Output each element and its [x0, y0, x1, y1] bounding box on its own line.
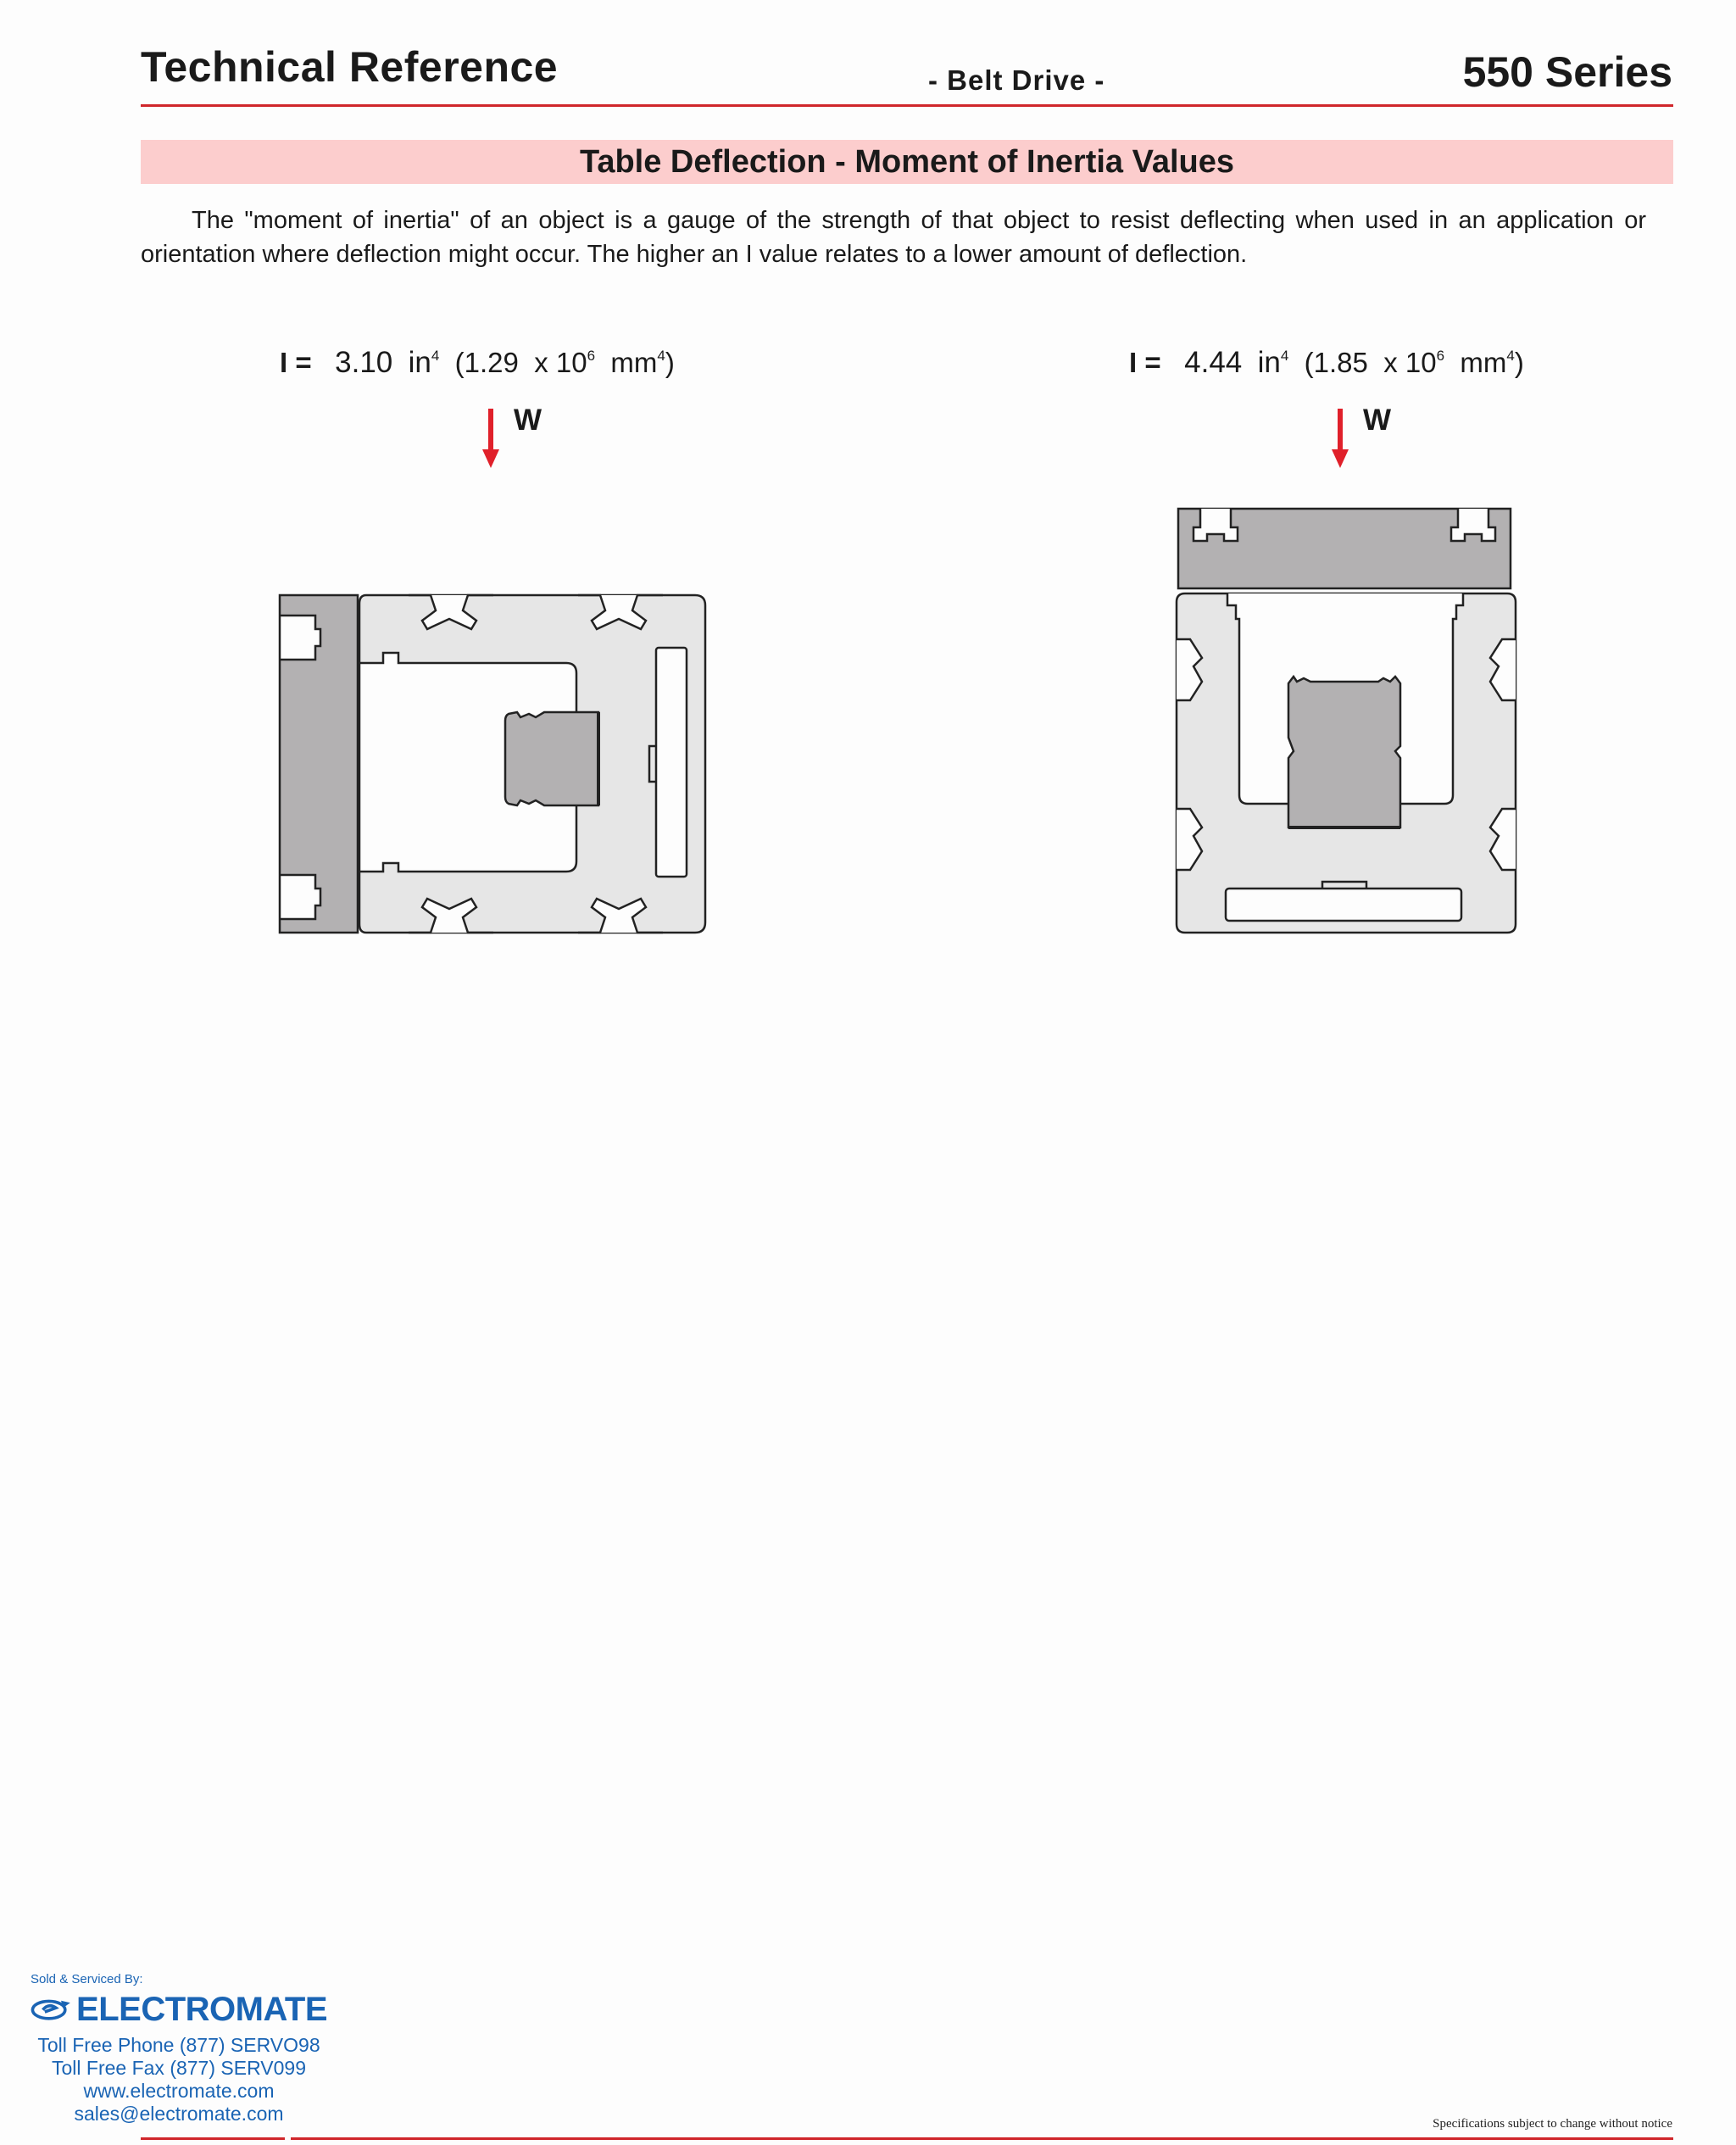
profile-top-mount-diagram [1161, 500, 1534, 941]
formula-close: ) [1514, 347, 1524, 378]
formula-unit: in [408, 346, 431, 379]
intro-paragraph: The "moment of inertia" of an object is a gauge of the strength of that object to resist deflecting when used in an application or orientation where deflection might occur. The higher an I value relates to a lower amount of deflection. [141, 207, 1646, 268]
load-arrow-icon [479, 405, 504, 470]
formula-value: 4.44 [1184, 346, 1243, 379]
formula-metric-unit-exp: 4 [1506, 348, 1515, 364]
page-title: Technical Reference [141, 43, 559, 91]
brand-name: ELECTROMATE [76, 1990, 327, 2028]
footer-divider-left [141, 2137, 285, 2140]
load-label: W [514, 404, 542, 437]
distributor-logo-block [31, 1972, 327, 2126]
formula-metric-unit: mm [1460, 347, 1507, 378]
electromate-logo-icon [31, 1990, 71, 2029]
formula-metric-unit: mm [610, 347, 658, 378]
formula-metric: (1.85 [1304, 347, 1368, 378]
profile-side-mount-diagram [271, 585, 712, 941]
formula-unit-exp: 4 [1280, 348, 1289, 364]
formula-unit-exp: 4 [431, 348, 440, 364]
formula-metric-exp: 6 [1436, 348, 1445, 364]
formula-metric-x: x 10 [534, 347, 587, 378]
formula-label: I = [280, 347, 312, 378]
formula-unit: in [1257, 346, 1281, 379]
formula-metric-exp: 6 [587, 348, 596, 364]
toll-free-fax: Toll Free Fax (877) SERV099 [52, 2057, 306, 2079]
inertia-formula-top [1129, 346, 1524, 380]
load-arrow-icon [1328, 405, 1354, 470]
load-label: W [1363, 404, 1392, 437]
formula-metric-x: x 10 [1383, 347, 1437, 378]
belt-block [505, 712, 598, 805]
section-title: Table Deflection - Moment of Inertia Values [141, 140, 1673, 184]
series-label: 550 Series [1462, 48, 1672, 96]
formula-value: 3.10 [335, 346, 393, 379]
specifications-notice: Specifications subject to change without notice [1433, 2117, 1672, 2131]
email-link[interactable]: sales@electromate.com [74, 2103, 284, 2125]
belt-block [1288, 677, 1400, 827]
website-link[interactable]: www.electromate.com [83, 2080, 275, 2102]
formula-close: ) [665, 347, 675, 378]
sold-by-label: Sold & Serviced By: [31, 1972, 143, 1986]
inertia-formula-side [280, 346, 675, 380]
header-divider [141, 104, 1673, 107]
toll-free-phone: Toll Free Phone (877) SERVO98 [37, 2034, 320, 2056]
formula-label: I = [1129, 347, 1161, 378]
carriage-plate [280, 595, 358, 933]
footer-divider [291, 2137, 1673, 2140]
formula-metric: (1.29 [454, 347, 519, 378]
formula-metric-unit-exp: 4 [657, 348, 665, 364]
page-subtitle: - Belt Drive - [928, 64, 1105, 96]
